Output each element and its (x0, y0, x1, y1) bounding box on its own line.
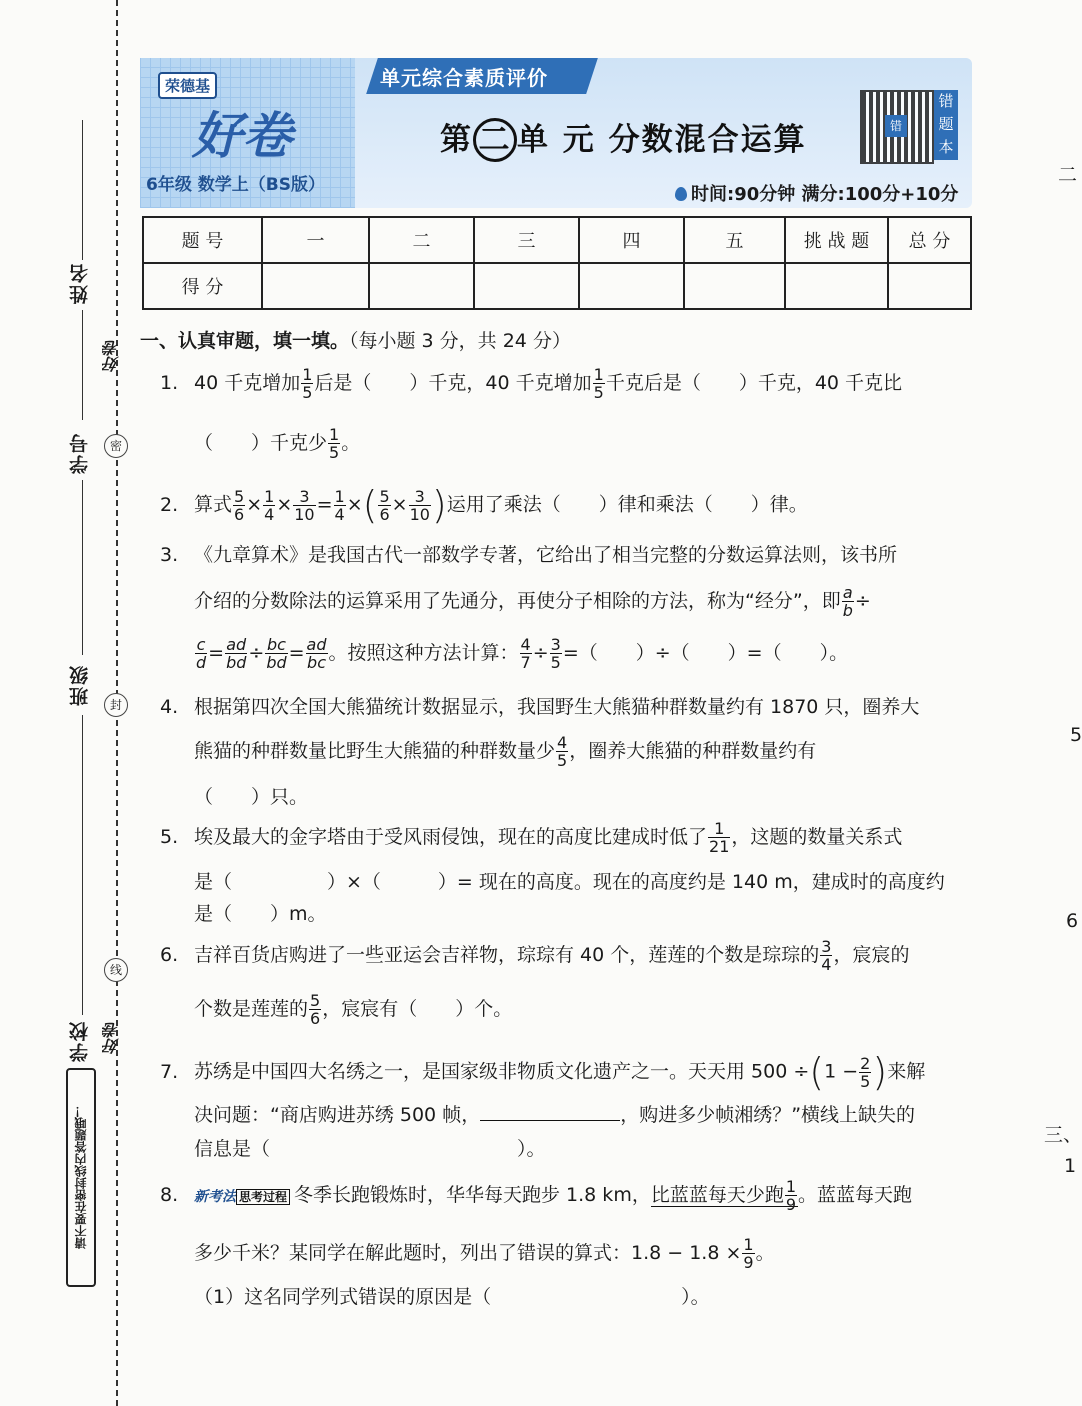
q1-text: 。 (341, 432, 361, 454)
q5-text: ，这题的数量关系式 (731, 826, 903, 848)
q7-text: 来解 (887, 1060, 926, 1083)
left-paren: ( (362, 483, 378, 527)
question-1-line-1 (160, 366, 902, 401)
question-6-line-1 (160, 938, 909, 973)
q4-text: ，圈养大熊猫的种群数量约有 (569, 740, 817, 762)
score-row-label: 得 分 (143, 263, 262, 309)
score-header-cell: 三 (474, 217, 579, 263)
new-method-tag: 新考法 思考过程 (194, 1189, 294, 1205)
question-8-line-2 (194, 1236, 775, 1271)
q8-text: 多少千米？某同学在解此题时，列出了错误的算式：1.8 − 1.8 × (194, 1242, 742, 1264)
q4-text: 熊猫的种群数量比野生大熊猫的种群数量少 (194, 740, 556, 762)
grade-label: 6年级 数学上（BS版） (146, 175, 325, 195)
divide-sign: ÷ (248, 642, 265, 664)
fraction: $\frac{ad}{bd}$ (226, 635, 247, 672)
score-header-cell: 四 (579, 217, 684, 263)
q4-text: （ ）只。 (194, 786, 309, 808)
brand-logo: 好卷 (192, 106, 292, 165)
q7-text: 决问题：“商店购进苏绣 500 帧， (194, 1104, 481, 1126)
times-sign: × (276, 493, 293, 516)
no-answer-notice: 请不要在密封线内答题哦！ (66, 1068, 96, 1287)
question-3-line-3 (194, 636, 848, 671)
name-write-line (82, 120, 83, 260)
id-write-line (82, 480, 83, 655)
times-sign: × (346, 493, 363, 516)
fraction: $\frac{bc}{bd}$ (266, 635, 287, 672)
small-logo-top: 好卷 (102, 340, 121, 372)
qr-center-label: 错 (885, 115, 907, 137)
title-prefix: 第 (440, 122, 473, 158)
q6-text: 个数是莲莲的 (194, 998, 309, 1020)
score-value-row (143, 263, 971, 309)
fraction: $\frac{3}{4}$ (821, 937, 832, 974)
question-7-line-3 (194, 1134, 546, 1161)
score-cell[interactable] (888, 263, 971, 309)
q2-text: 算式 (194, 493, 233, 516)
score-cell[interactable] (262, 263, 369, 309)
q3-text: 介绍的分数除法的运算采用了先通分，再使分子相除的方法，称为“经分”，即 (194, 590, 841, 612)
question-8-sub-1 (194, 1282, 710, 1309)
fraction: $\frac{1}{4}$ (334, 486, 345, 524)
score-cell[interactable] (684, 263, 785, 309)
question-3-line-2 (194, 584, 871, 619)
fraction: $\frac{3}{10}$ (294, 486, 315, 524)
score-header-cell: 一 (262, 217, 369, 263)
question-5-line-2 (194, 867, 945, 894)
fraction: $\frac{5}{6}$ (234, 486, 245, 524)
brand-name: 荣德基 (158, 72, 217, 99)
question-4-line-2 (194, 734, 816, 769)
fraction: $\frac{1}{4}$ (264, 486, 275, 524)
class-write-line (82, 715, 83, 1015)
score-header-cell: 题 号 (143, 217, 262, 263)
section-1-heading (140, 326, 571, 353)
name-write-line-2 (82, 310, 83, 420)
answer-blank[interactable] (480, 1120, 620, 1121)
q8-text: 冬季长跑锻炼时，华华每天跑步 1.8 km， (294, 1184, 651, 1206)
question-number: 5. (160, 826, 179, 848)
question-number: 4. (160, 696, 179, 718)
unit-number: 二 (473, 118, 517, 162)
q8-text: （1）这名同学列式错误的原因是（ ）。 (194, 1286, 710, 1308)
fraction: $\frac{5}{6}$ (379, 486, 390, 524)
q6-text: ，宸宸的 (833, 944, 910, 966)
fraction: $\frac{3}{5}$ (550, 635, 561, 672)
fraction: $\frac{1}{9}$ (785, 1177, 797, 1214)
score-header-cell: 总 分 (888, 217, 971, 263)
fraction: $\frac{4}{7}$ (520, 635, 531, 672)
question-number: 6. (160, 944, 179, 966)
score-cell[interactable] (579, 263, 684, 309)
times-sign: × (391, 493, 408, 516)
q5-text: 埃及最大的金字塔由于受风雨侵蚀，现在的高度比建成时低了 (194, 826, 708, 848)
left-paren: ( (809, 1050, 825, 1094)
fraction: $\frac{1}{5}$ (593, 365, 604, 402)
fraction: $\frac{5}{6}$ (310, 991, 321, 1028)
small-logo-bottom: 好卷 (102, 1022, 121, 1054)
title-rest: 单 元 分数混合运算 (517, 122, 807, 158)
edge-fragment: 5 (1070, 724, 1082, 746)
name-label: 姓名 (69, 262, 91, 304)
question-1-line-2 (194, 426, 360, 461)
school-label: 学校 (69, 1020, 91, 1062)
wrong-book-tag: 错题本 (934, 90, 958, 160)
q7-text: 信息是（ ）。 (194, 1138, 546, 1160)
score-cell[interactable] (474, 263, 579, 309)
question-7-line-2 (194, 1100, 915, 1127)
score-table (142, 216, 972, 310)
question-3-line-1 (160, 540, 897, 567)
equals-sign: = (316, 493, 333, 516)
seal-mark-2: 封 (104, 693, 128, 717)
edge-fragment: 三、 (1044, 1124, 1082, 1146)
q1-text: 后是（ ）千克，40 千克增加 (314, 372, 592, 394)
time-score-info (675, 180, 958, 206)
equals-sign: = (288, 642, 305, 664)
fraction: $\frac{a}{b}$ (842, 583, 853, 620)
right-paren: ) (431, 483, 447, 527)
unit-title (440, 114, 807, 162)
q5-text: 是（ ）m。 (194, 903, 327, 925)
q2-text: 运用了乘法（ ）律和乘法（ ）律。 (446, 493, 808, 516)
q3-text: 《九章算术》是我国古代一部数学专著，它给出了相当完整的分数运算法则，该书所 (194, 544, 898, 566)
divide-sign: ÷ (532, 642, 549, 664)
score-header-cell: 二 (369, 217, 474, 263)
fraction: $\frac{1}{5}$ (329, 425, 340, 462)
fraction: $\frac{ad}{bc}$ (306, 635, 327, 672)
question-number: 1. (160, 372, 179, 394)
fraction: $\frac{3}{10}$ (409, 486, 430, 524)
fraction: $\frac{c}{d}$ (196, 635, 207, 672)
binding-margin (0, 0, 135, 1406)
edge-fragment: 6 (1066, 910, 1079, 932)
time-score-text: 时间:90分钟 满分:100分+10分 (691, 184, 959, 205)
question-number: 3. (160, 544, 179, 566)
q6-text: 吉祥百货店购进了一些亚运会吉祥物，琮琮有 40 个，莲莲的个数是琮琮的 (194, 944, 820, 966)
score-header-row (143, 217, 971, 263)
q6-text: ，宸宸有（ ）个。 (322, 998, 513, 1020)
fraction: $\frac{2}{5}$ (860, 1053, 871, 1091)
q5-text: 是（ ）×（ ）= 现在的高度。现在的高度约是 140 m，建成时的高度约 (194, 871, 945, 893)
question-7-line-1 (160, 1050, 925, 1094)
right-paren: ) (872, 1050, 888, 1094)
edge-fragment: 二 (1058, 164, 1078, 186)
section-note: （每小题 3 分，共 24 分） (349, 330, 571, 352)
drop-icon (675, 187, 687, 201)
question-5-line-3 (194, 899, 327, 926)
fraction: $\frac{1}{21}$ (709, 819, 730, 856)
question-2 (160, 483, 808, 527)
question-4-line-3 (194, 782, 308, 809)
fraction: $\frac{1}{9}$ (743, 1235, 754, 1272)
q8-text: 。 (755, 1242, 775, 1264)
times-sign: × (246, 493, 263, 516)
q4-text: 根据第四次全国大熊猫统计数据显示，我国野生大熊猫种群数量约有 1870 只，圈养大 (194, 696, 920, 718)
score-cell[interactable] (785, 263, 888, 309)
question-number: 7. (160, 1060, 179, 1083)
header-banner (140, 58, 972, 208)
q7-text: 苏绣是中国四大名绣之一，是国家级非物质文化遗产之一。天天用 500 ÷ (194, 1060, 810, 1083)
seal-mark-3: 线 (104, 958, 128, 982)
divide-sign: ÷ (854, 590, 871, 612)
question-number: 2. (160, 493, 179, 516)
q1-text: 40 千克增加 (194, 372, 301, 394)
fraction: $\frac{1}{5}$ (302, 365, 313, 402)
q7-text: 1 − (824, 1060, 859, 1083)
score-cell[interactable] (369, 263, 474, 309)
q3-text: =（ ）÷（ ）=（ ）。 (562, 642, 849, 664)
score-header-cell: 五 (684, 217, 785, 263)
equals-sign: = (208, 642, 225, 664)
section-title: 一、认真审题，填一填。 (140, 330, 350, 352)
fraction: $\frac{4}{5}$ (557, 733, 568, 770)
question-8-line-1 (160, 1178, 912, 1213)
seal-mark-1: 密 (104, 434, 128, 458)
question-6-line-2 (194, 992, 512, 1027)
question-4-line-1 (160, 692, 919, 719)
q8-text: 。蓝蓝每天跑 (798, 1184, 913, 1206)
q1-text: 千克后是（ ）千克，40 千克比 (605, 372, 903, 394)
id-label: 学号 (69, 432, 91, 474)
q1-text: （ ）千克少 (194, 432, 328, 454)
question-5-line-1 (160, 820, 902, 855)
subtitle: 单元综合素质评价 (380, 66, 548, 90)
score-header-cell: 挑 战 题 (785, 217, 888, 263)
q7-text: ，购进多少帧湘绣？”横线上缺失的 (620, 1104, 916, 1126)
q3-text: 。按照这种方法计算： (328, 642, 519, 664)
class-label: 班级 (69, 664, 91, 706)
question-number: 8. (160, 1184, 179, 1206)
edge-fragment: 1 (1064, 1155, 1077, 1177)
underlined-condition: 比蓝蓝每天少跑 $\frac{1}{9}$ (650, 1177, 797, 1214)
